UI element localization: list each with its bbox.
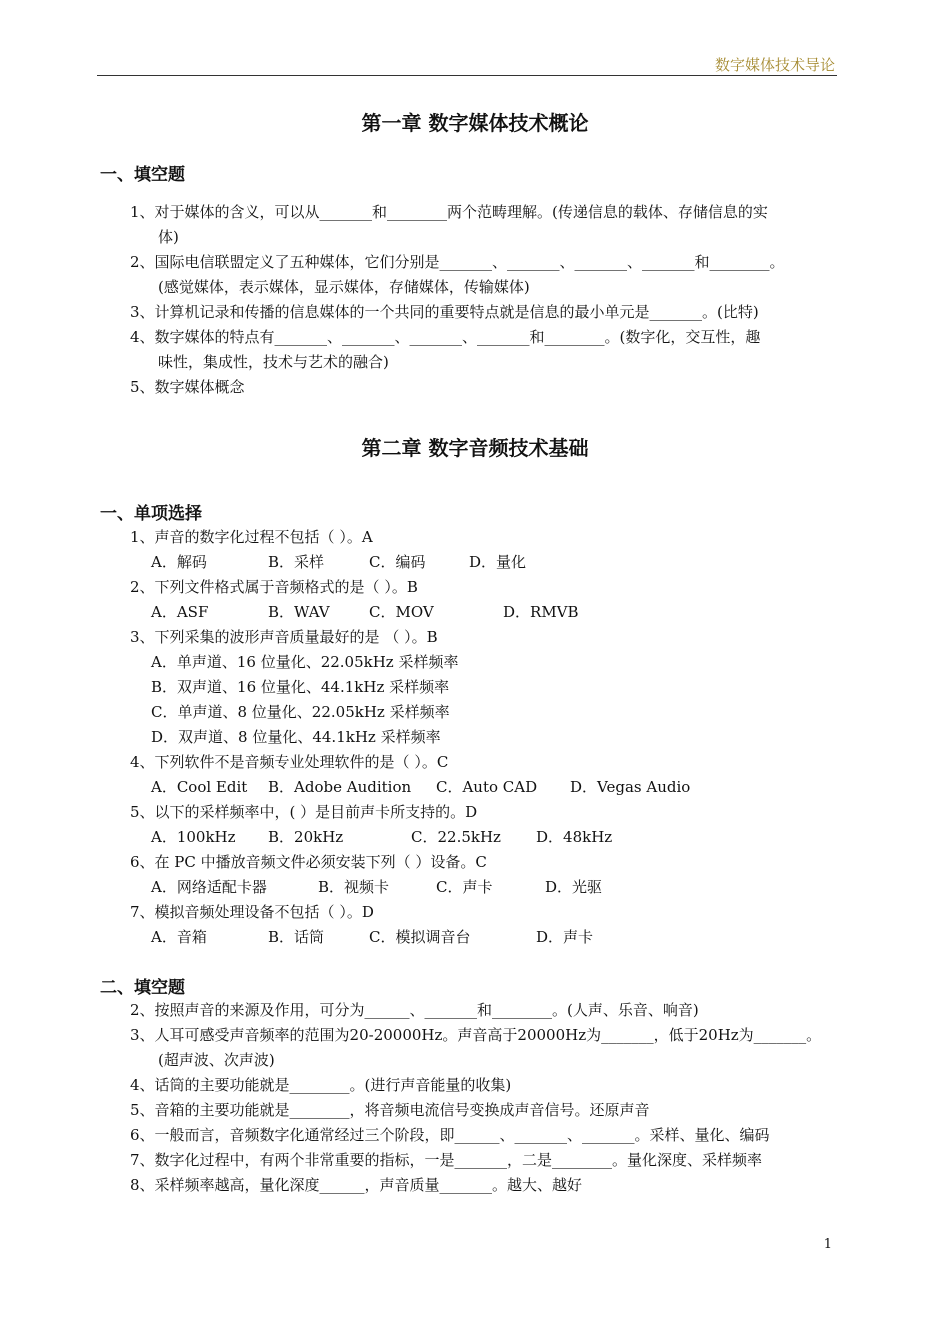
chapter2-section1-title: 一、单项选择 — [100, 504, 202, 524]
option: C．22.5kHz — [411, 828, 501, 846]
option: B．视频卡 — [318, 878, 390, 896]
running-header-title: 数字媒体技术导论 — [714, 56, 835, 74]
chapter2-section2-title: 二、填空题 — [100, 978, 185, 998]
ch1-fill-line: 体) — [158, 228, 179, 246]
option: A．网络适配卡器 — [151, 878, 267, 896]
ch1-fill-line: 3、计算机记录和传播的信息媒体的一个共同的重要特点就是信息的最小单元是_______。(比特) — [130, 303, 759, 321]
option: C．编码 — [369, 553, 426, 571]
option: D．量化 — [469, 553, 527, 571]
option: B．采样 — [268, 553, 325, 571]
ch2-fill-line: 5、音箱的主要功能就是________，将音频电流信号变换成声音信号。还原声音 — [130, 1101, 650, 1119]
option: C．MOV — [369, 603, 434, 621]
ch1-fill-line: 味性，集成性，技术与艺术的融合) — [158, 353, 389, 371]
option: A．音箱 — [151, 928, 207, 946]
option: B．话筒 — [268, 928, 325, 946]
choice-question: 7、模拟音频处理设备不包括（ ）。D — [130, 903, 374, 921]
ch1-fill-line: (感觉媒体，表示媒体，显示媒体，存储媒体，传输媒体) — [158, 278, 530, 296]
chapter1-section1-title: 一、填空题 — [100, 165, 185, 185]
option: D．声卡 — [536, 928, 594, 946]
choice-question: 5、以下的采样频率中，( ）是目前声卡所支持的。D — [130, 803, 478, 821]
option: A．Cool Edit — [151, 778, 248, 796]
ch2-fill-line: 2、按照声音的来源及作用，可分为______、_______和________。(人声、乐音、响音) — [130, 1001, 699, 1019]
option-line: B．双声道、16 位量化、44.1kHz 采样频率 — [151, 678, 450, 696]
option: D．光驱 — [545, 878, 603, 896]
choice-options — [151, 776, 690, 798]
chapter2-title: 第二章 数字音频技术基础 — [361, 436, 589, 460]
option: C．Auto CAD — [436, 778, 538, 796]
ch2-fill-line: 6、一般而言，音频数字化通常经过三个阶段，即______、_______、_______。采样、量化、编码 — [130, 1126, 770, 1144]
choice-options — [151, 926, 593, 948]
option: B．Adobe Audition — [268, 778, 412, 796]
choice-options — [151, 876, 602, 898]
choice-options — [151, 601, 579, 623]
ch1-fill-line: 5、数字媒体概念 — [130, 378, 245, 396]
choice-options — [151, 551, 526, 573]
choice-question: 2、下列文件格式属于音频格式的是（ ）。B — [130, 578, 418, 596]
choice-question: 6、在 PC 中播放音频文件必须安装下列（ ）设备。C — [130, 853, 487, 871]
ch2-fill-line: 3、人耳可感受声音频率的范围为20-20000Hz。声音高于20000Hz为_______，低于20Hz为_______。 — [130, 1026, 822, 1044]
ch1-fill-line: 2、国际电信联盟定义了五种媒体，它们分别是_______、_______、_______、_______和________。 — [130, 253, 785, 271]
choice-question: 4、下列软件不是音频专业处理软件的是（ ）。C — [130, 753, 449, 771]
option: A．100kHz — [151, 828, 236, 846]
option: C．模拟调音台 — [369, 928, 471, 946]
ch2-fill-line: 8、采样频率越高，量化深度______，声音质量_______。越大、越好 — [130, 1176, 583, 1194]
ch2-fill-line: 7、数字化过程中，有两个非常重要的指标，一是_______，二是________。量化深度、采样频率 — [130, 1151, 763, 1169]
option: D．48kHz — [536, 828, 613, 846]
option: A．ASF — [151, 603, 209, 621]
ch2-fill-line: (超声波、次声波) — [158, 1051, 275, 1069]
header-rule — [97, 75, 837, 76]
option-line: A．单声道、16 位量化、22.05kHz 采样频率 — [151, 653, 459, 671]
chapter1-title: 第一章 数字媒体技术概论 — [361, 111, 589, 135]
ch1-fill-line: 4、数字媒体的特点有_______、_______、_______、_______和________。(数字化，交互性，趣 — [130, 328, 761, 346]
option: B．WAV — [268, 603, 330, 621]
choice-options — [151, 826, 612, 848]
ch1-fill-line: 1、对于媒体的含义，可以从_______和________两个范畴理解。(传递信息的载体、存储信息的实 — [130, 203, 768, 221]
option: A．解码 — [151, 553, 207, 571]
choice-question: 1、声音的数字化过程不包括（ ）。A — [130, 528, 373, 546]
option: C．声卡 — [436, 878, 493, 896]
option: D．RMVB — [503, 603, 579, 621]
option: B．20kHz — [268, 828, 344, 846]
option-line: C．单声道、8 位量化、22.05kHz 采样频率 — [151, 703, 450, 721]
choice-question: 3、下列采集的波形声音质量最好的是 （ ）。B — [130, 628, 438, 646]
page-number: 1 — [823, 1237, 832, 1252]
ch2-fill-line: 4、话筒的主要功能就是________。(进行声音能量的收集) — [130, 1076, 512, 1094]
option-line: D．双声道、8 位量化、44.1kHz 采样频率 — [151, 728, 441, 746]
option: D．Vegas Audio — [570, 778, 691, 796]
